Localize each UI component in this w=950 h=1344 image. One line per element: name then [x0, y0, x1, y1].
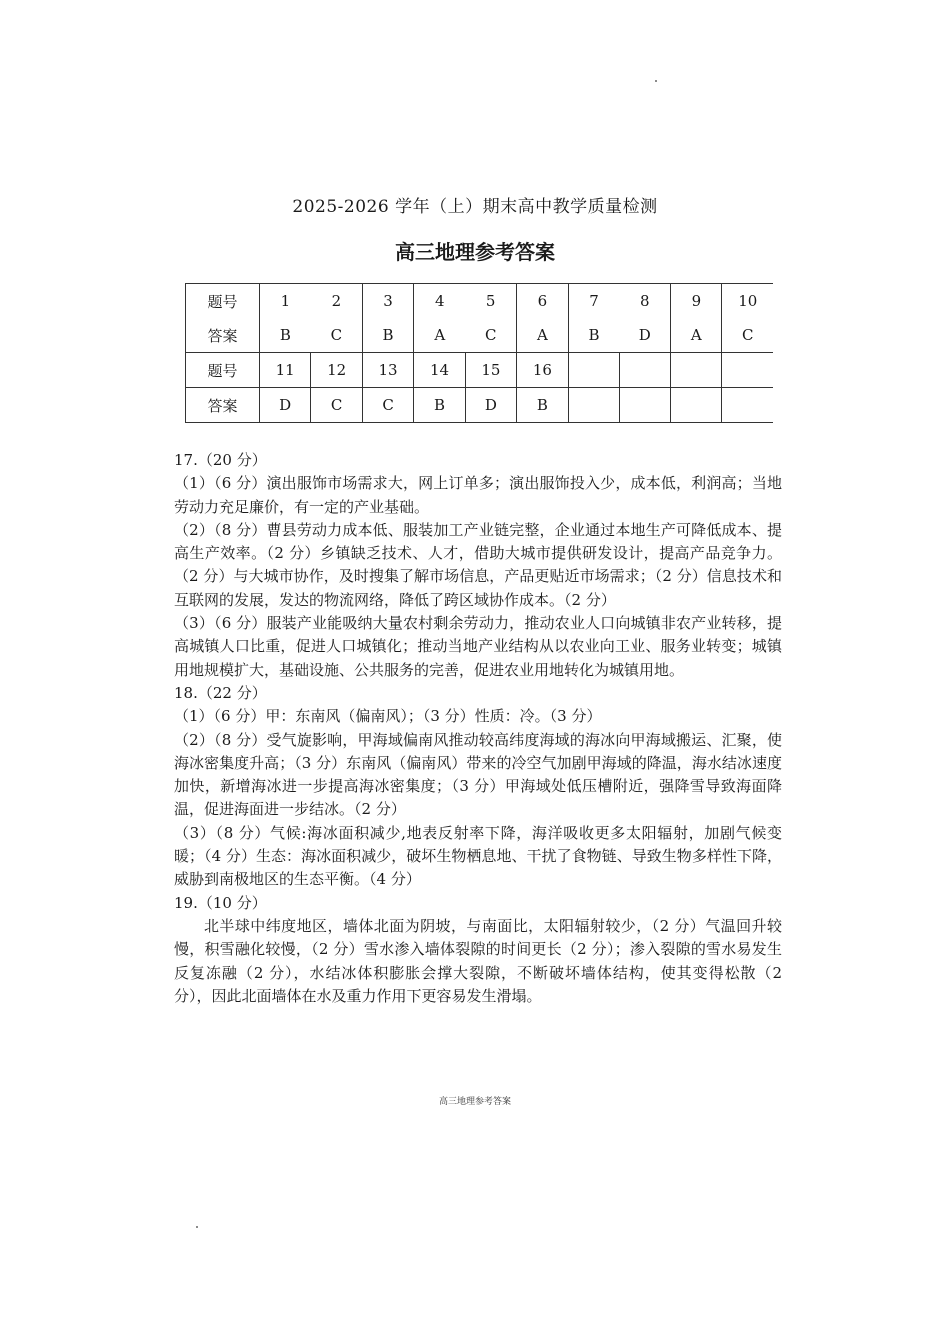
empty-cell [619, 353, 670, 388]
question-number: 12 [311, 353, 362, 388]
question-number: 10 [722, 284, 773, 319]
answer-cell: B [568, 318, 619, 353]
scan-speck [196, 1226, 198, 1228]
table-row [186, 284, 774, 319]
question-number: 3 [362, 284, 413, 319]
question-number: 2 [311, 284, 362, 319]
answer-cell: D [259, 388, 310, 423]
question-number: 4 [414, 284, 465, 319]
question-19-heading: 19.（10 分） [174, 893, 267, 912]
answer-cell: C [465, 318, 516, 353]
answer-cell: C [362, 388, 413, 423]
question-number: 5 [465, 284, 516, 319]
question-number: 11 [259, 353, 310, 388]
question-17-part-1: （1）（6 分）演出服饰市场需求大，网上订单多；演出服饰投入少，成本低，利润高；当地劳动力充足廉价，有一定的产业基础。 [174, 474, 782, 516]
question-number: 1 [259, 284, 310, 319]
empty-cell [722, 388, 773, 423]
answer-cell: B [259, 318, 310, 353]
empty-cell [619, 388, 670, 423]
answer-cell: D [465, 388, 516, 423]
answer-cell: A [414, 318, 465, 353]
answer-cell: B [517, 388, 568, 423]
empty-cell [671, 388, 722, 423]
empty-cell [671, 353, 722, 388]
empty-cell [568, 388, 619, 423]
question-number: 14 [414, 353, 465, 388]
question-18-part-2: （2）（8 分）受气旋影响，甲海域偏南风推动较高纬度海域的海冰向甲海域搬运、汇聚，使海冰密集度升高；（3 分）东南风（偏南风）带来的冷空气加剧甲海域的降温，海水结冰速度加快，新增海冰进一步提高海冰密集度；（3 分）甲海域处低压槽附近，强降雪导致海面降温，促进海面进一步结冰。（2 分） [174, 730, 782, 819]
question-17-heading: 17.（20 分） [174, 451, 267, 469]
question-number: 7 [568, 284, 619, 319]
question-18-part-1: （1）（6 分）甲：东南风（偏南风）；（3 分）性质：冷。（3 分） [174, 707, 602, 726]
table-row [186, 353, 774, 388]
empty-cell [568, 353, 619, 388]
question-number: 15 [465, 353, 516, 388]
answer-cell: C [311, 388, 362, 423]
page-footer: 高三地理参考答案 [438, 1097, 511, 1107]
question-18-heading: 18.（22 分） [174, 683, 267, 702]
answer-table [185, 283, 773, 423]
scan-speck [655, 80, 657, 82]
number-label: 题号 [186, 353, 260, 388]
exam-title: 2025-2026 学年（上）期末高中教学质量检测 [292, 197, 658, 217]
page-title: 高三地理参考答案 [395, 240, 555, 264]
question-number: 13 [362, 353, 413, 388]
answer-cell: C [311, 318, 362, 353]
answer-cell: C [722, 318, 773, 353]
answer-cell: A [671, 318, 722, 353]
answer-label: 答案 [186, 388, 260, 423]
answer-cell: D [619, 318, 670, 353]
answer-cell: A [517, 318, 568, 353]
question-number: 8 [619, 284, 670, 319]
answer-cell: B [362, 318, 413, 353]
question-number: 16 [517, 353, 568, 388]
answer-label: 答案 [186, 318, 260, 353]
answer-cell: B [414, 388, 465, 423]
table-row [186, 318, 774, 353]
table-row [186, 388, 774, 423]
question-19-answer: 北半球中纬度地区，墙体北面为阴坡，与南面比，太阳辐射较少，（2 分）气温回升较慢，积雪融化较慢，（2 分）雪水渗入墙体裂隙的时间更长（2 分）；渗入裂隙的雪水易发生反复冻融（2 分），水结冰体积膨胀会撑大裂隙，不断破坏墙体结构，使其变得松散（2 分），因此北面墙体在水及重力作用下更容易发生滑塌。 [174, 916, 782, 1005]
answer-body [174, 449, 782, 1008]
question-number: 6 [517, 284, 568, 319]
question-number: 9 [671, 284, 722, 319]
number-label: 题号 [186, 284, 260, 319]
question-17-part-2: （2）（8 分）曹县劳动力成本低、服装加工产业链完整，企业通过本地生产可降低成本、提高生产效率。（2 分）乡镇缺乏技术、人才，借助大城市提供研发设计，提高产品竞争力。（2 分）与大城市协作，及时搜集了解市场信息，产品更贴近市场需求；（2 分）信息技术和互联网的发展，发达的物流网络，降低了跨区域协作成本。（2 分） [174, 520, 782, 609]
question-18-part-3: （3）（8 分）气候:海冰面积减少,地表反射率下降，海洋吸收更多太阳辐射，加剧气候变暖；（4 分）生态：海冰面积减少，破坏生物栖息地、干扰了食物链、导致生物多样性下降，威胁到南极地区的生态平衡。（4 分） [174, 823, 782, 889]
question-17-part-3: （3）（6 分）服装产业能吸纳大量农村剩余劳动力，推动农业人口向城镇非农产业转移，提高城镇人口比重，促进人口城镇化；推动当地产业结构从以农业向工业、服务业转变；城镇用地规模扩大，基础设施、公共服务的完善，促进农业用地转化为城镇用地。 [174, 614, 782, 679]
empty-cell [722, 353, 773, 388]
